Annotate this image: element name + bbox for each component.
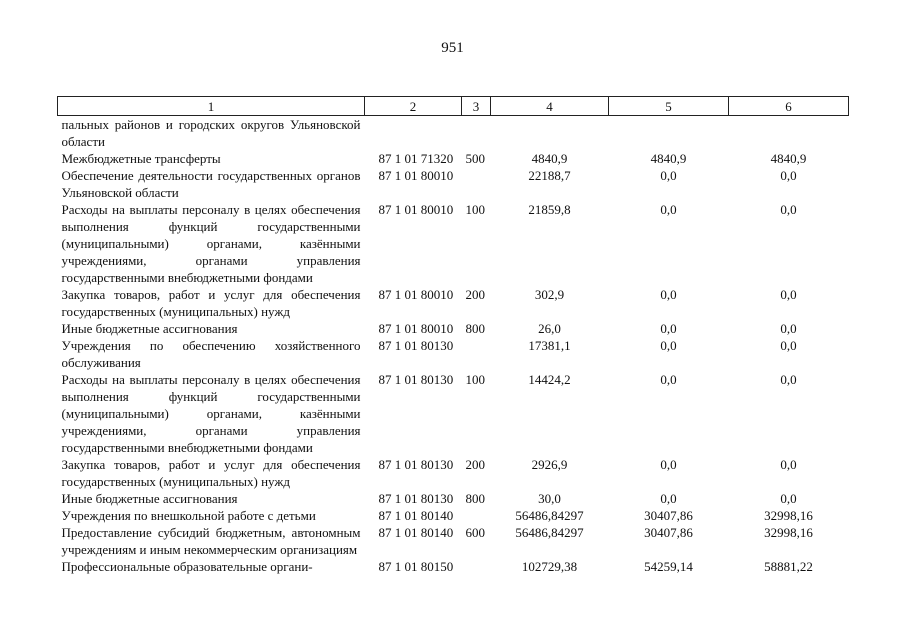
table-row <box>58 337 849 371</box>
row-value-col5: 4840,9 <box>650 151 687 166</box>
table-row <box>58 371 849 456</box>
row-name: Профессиональные образовательные органи- <box>61 559 313 574</box>
table-row <box>58 116 849 151</box>
header-col-5: 5 <box>609 97 729 116</box>
row-value-col4: 102729,38 <box>521 559 578 574</box>
row-name: Иные бюджетные ассигнования <box>61 321 238 336</box>
table-row <box>58 320 849 337</box>
row-expense-type: 200 <box>465 287 485 302</box>
row-expense-type: 500 <box>465 151 485 166</box>
row-name: Закупка товаров, работ и услуг для обеспечения государственных (муниципальных) нужд <box>61 457 361 489</box>
row-code <box>365 116 462 151</box>
row-value-col6: 0,0 <box>780 287 797 302</box>
row-expense-type: 800 <box>465 491 485 506</box>
row-value-col4: 56486,84297 <box>515 508 584 523</box>
row-name: Расходы на выплаты персоналу в целях обеспечения выполнения функций государственными (муниципальными) органами, казёнными учреждениями, органами управления государственными внебюджетными фондами <box>61 372 361 455</box>
row-value-col6: 58881,22 <box>764 559 813 574</box>
row-value-col4: 302,9 <box>534 287 565 302</box>
row-name: Предоставление субсидий бюджетным, автономным учреждениям и иным некоммерческим организациям <box>61 525 361 557</box>
row-code: 87 1 01 80130 <box>378 457 454 472</box>
table-row <box>58 524 849 558</box>
row-value-col4: 30,0 <box>538 491 561 506</box>
page-number: 951 <box>441 40 464 56</box>
row-value-col6: 0,0 <box>780 491 797 506</box>
row-value-col4: 4840,9 <box>531 151 568 166</box>
row-name: Иные бюджетные ассигнования <box>61 491 238 506</box>
row-value-col5: 0,0 <box>660 457 677 472</box>
budget-table <box>57 96 849 575</box>
row-value-col5: 0,0 <box>660 168 677 183</box>
row-expense-type: 800 <box>465 321 485 336</box>
row-name: Учреждения по внешкольной работе с детьми <box>61 508 316 523</box>
row-value-col6: 32998,16 <box>764 525 813 540</box>
row-code: 87 1 01 80010 <box>378 287 454 302</box>
row-value-col6 <box>729 116 849 151</box>
row-code: 87 1 01 80140 <box>378 525 454 540</box>
header-col-3: 3 <box>462 97 491 116</box>
row-code: 87 1 01 80010 <box>378 202 454 217</box>
row-value-col5: 0,0 <box>660 202 677 217</box>
row-value-col4 <box>491 116 609 151</box>
row-code: 87 1 01 80010 <box>378 321 454 336</box>
row-value-col4: 56486,84297 <box>515 525 584 540</box>
row-name: Обеспечение деятельности государственных органов Ульяновской области <box>61 168 361 200</box>
row-expense-type <box>462 558 491 575</box>
row-name: Расходы на выплаты персоналу в целях обеспечения выполнения функций государственными (муниципальными) органами, казёнными учреждениями, органами управления государственными внебюджетными фондами <box>61 202 361 285</box>
header-col-2: 2 <box>365 97 462 116</box>
row-expense-type <box>462 507 491 524</box>
row-code: 87 1 01 80150 <box>378 559 454 574</box>
row-value-col4: 2926,9 <box>531 457 568 472</box>
row-name: Учреждения по обеспечению хозяйственного обслуживания <box>61 338 361 370</box>
header-col-6: 6 <box>729 97 849 116</box>
table-row <box>58 167 849 201</box>
row-value-col5: 0,0 <box>660 338 677 353</box>
row-value-col4: 17381,1 <box>528 338 571 353</box>
table-row <box>58 286 849 320</box>
table-row <box>58 456 849 490</box>
row-value-col5 <box>609 116 729 151</box>
row-value-col5: 30407,86 <box>644 525 693 540</box>
row-code: 87 1 01 80130 <box>378 491 454 506</box>
row-value-col5: 0,0 <box>660 321 677 336</box>
row-value-col5: 0,0 <box>660 491 677 506</box>
row-value-col6: 0,0 <box>780 168 797 183</box>
row-value-col6: 0,0 <box>780 338 797 353</box>
row-code: 87 1 01 80130 <box>378 372 454 387</box>
row-expense-type <box>462 167 491 201</box>
row-name: пальных районов и городских округов Ульяновской области <box>61 117 361 149</box>
row-value-col4: 21859,8 <box>528 202 571 217</box>
row-expense-type <box>462 337 491 371</box>
row-code: 87 1 01 80130 <box>378 338 454 353</box>
table-body <box>58 116 849 576</box>
row-expense-type: 100 <box>465 202 485 217</box>
header-col-4: 4 <box>491 97 609 116</box>
row-value-col4: 22188,7 <box>528 168 571 183</box>
table-row <box>58 507 849 524</box>
row-value-col6: 0,0 <box>780 321 797 336</box>
row-value-col6: 0,0 <box>780 202 797 217</box>
row-value-col6: 32998,16 <box>764 508 813 523</box>
table-row <box>58 201 849 286</box>
row-value-col6: 4840,9 <box>770 151 807 166</box>
row-value-col4: 26,0 <box>538 321 561 336</box>
row-name: Межбюджетные трансферты <box>61 151 221 166</box>
row-value-col6: 0,0 <box>780 457 797 472</box>
row-code: 87 1 01 80140 <box>378 508 454 523</box>
row-value-col5: 30407,86 <box>644 508 693 523</box>
row-value-col6: 0,0 <box>780 372 797 387</box>
table-row <box>58 558 849 575</box>
row-expense-type: 600 <box>465 525 485 540</box>
budget-table-wrapper <box>57 96 848 575</box>
row-value-col5: 0,0 <box>660 372 677 387</box>
row-value-col5: 0,0 <box>660 287 677 302</box>
table-header <box>58 97 849 116</box>
row-value-col5: 54259,14 <box>644 559 693 574</box>
table-row <box>58 490 849 507</box>
row-code: 87 1 01 80010 <box>378 168 454 183</box>
table-row <box>58 150 849 167</box>
row-expense-type <box>462 116 491 151</box>
row-name: Закупка товаров, работ и услуг для обеспечения государственных (муниципальных) нужд <box>61 287 361 319</box>
row-code: 87 1 01 71320 <box>378 151 454 166</box>
row-expense-type: 100 <box>465 372 485 387</box>
row-expense-type: 200 <box>465 457 485 472</box>
header-col-1: 1 <box>58 97 365 116</box>
row-value-col4: 14424,2 <box>528 372 571 387</box>
